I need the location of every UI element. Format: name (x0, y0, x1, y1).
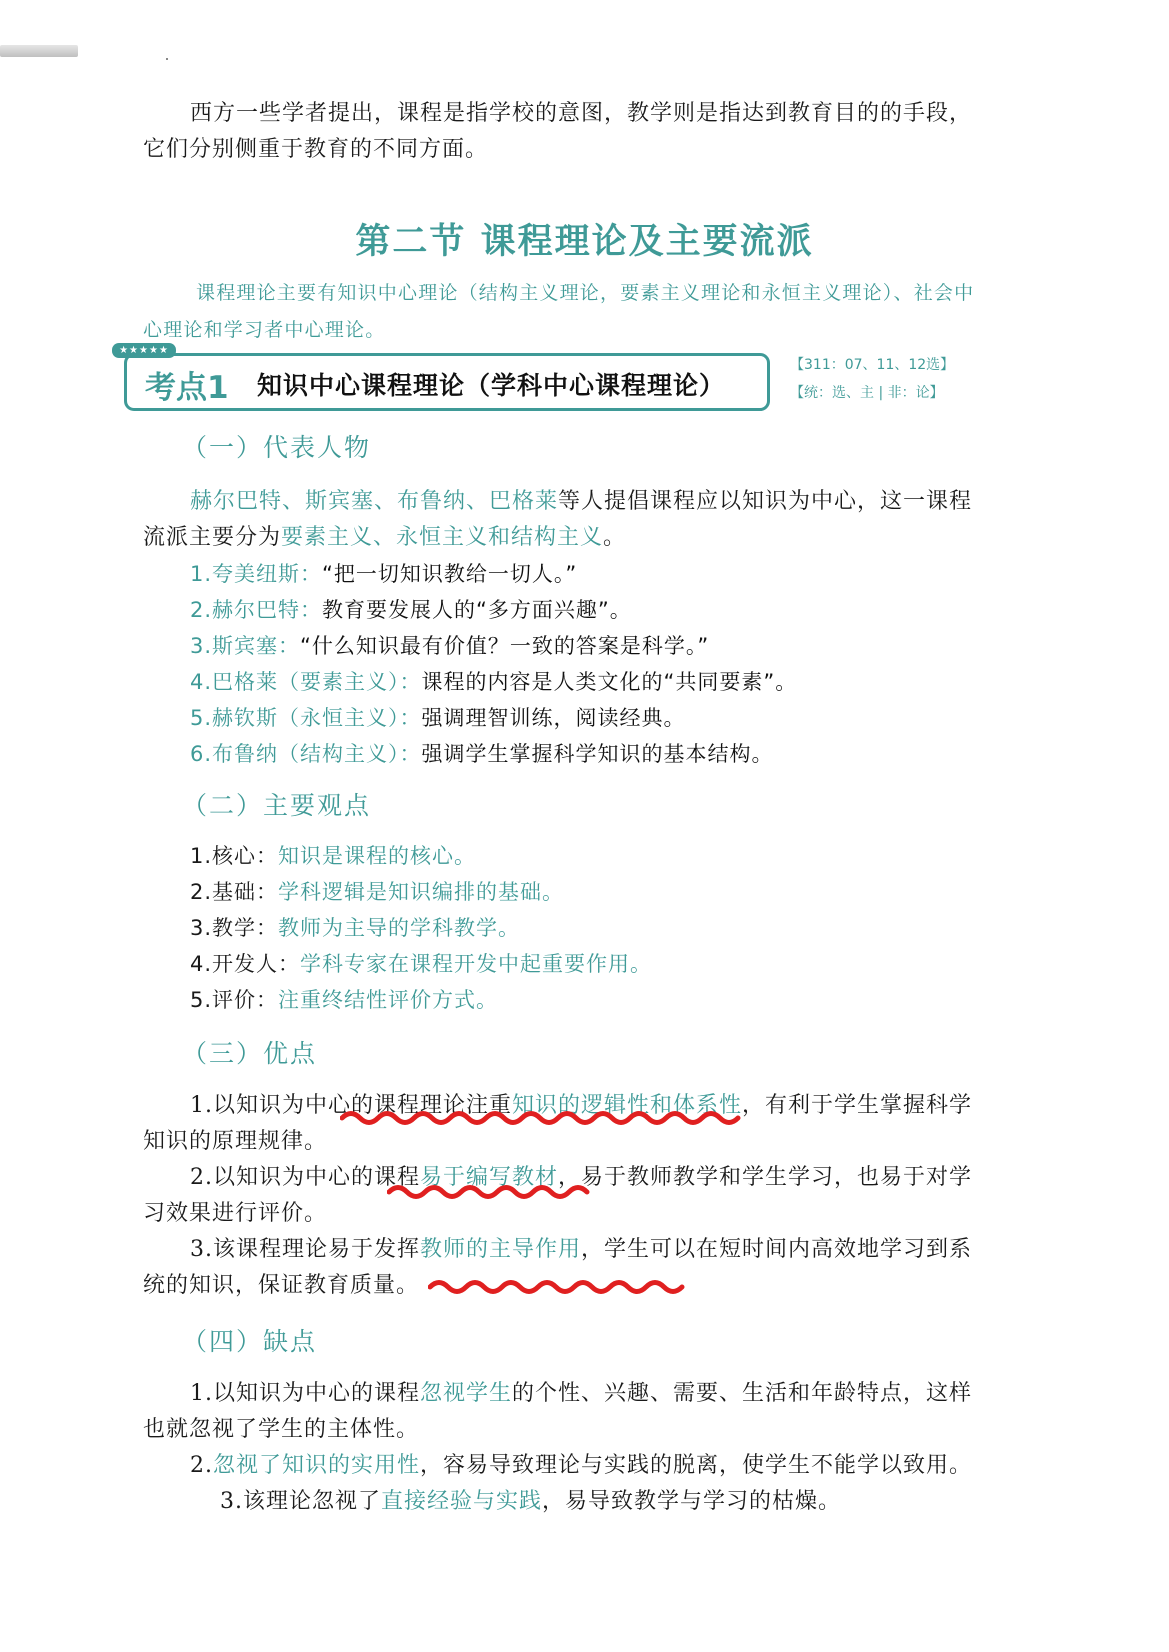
part1-item (190, 594, 632, 624)
part3-p1-end: ，有利于学生掌握科学 (742, 1093, 973, 1118)
part1-item-label: 5.赫钦斯（永恒主义）： (190, 706, 422, 730)
part3-p2-line-2: 习效果进行评价。 (143, 1201, 328, 1226)
part4-p3-end: ，易导致教学与学习的枯燥。 (542, 1489, 842, 1514)
part2-item-label: 4.开发人： (190, 952, 301, 976)
part4-heading: （四）缺点 (182, 1327, 318, 1356)
intro-line-2: 它们分别侧重于教育的不同方面。 (143, 137, 489, 162)
part3-p2-end: ，易于教师教学和学生学习，也易于对学 (558, 1165, 973, 1190)
part2-item-label: 5.评价： (190, 988, 279, 1012)
exam-point-label: 考点1 (145, 370, 229, 406)
part2-item-label: 1.核心： (190, 844, 279, 868)
part2-item (190, 840, 476, 870)
part3-p2-line-1 (190, 1160, 972, 1191)
part1-item-text: 教育要发展人的“多方面兴趣”。 (322, 598, 632, 622)
part1-item-label: 3.斯宾塞： (190, 634, 301, 658)
part3-p3-line-1 (190, 1232, 972, 1263)
part2-item-text: 注重终结性评价方式。 (278, 988, 499, 1012)
part4-p2-line (190, 1448, 972, 1479)
part1-item-text: 课程的内容是人类文化的“共同要素”。 (421, 670, 798, 694)
part4-p2-end: ，容易导致理论与实践的脱离，使学生不能学以致用。 (420, 1453, 973, 1478)
part3-p3-end: ，学生可以在短时间内高效地学习到系 (581, 1237, 973, 1262)
part1-item (190, 702, 686, 732)
part1-item-text: 强调学生掌握科学知识的基本结构。 (421, 742, 774, 766)
part2-item-label: 2.基础： (190, 880, 279, 904)
part1-representatives: 赫尔巴特、斯宾塞、布鲁纳、巴格莱 (190, 489, 559, 514)
part1-item-text: “把一切知识教给一切人。” (322, 562, 578, 586)
part1-para-line-2 (143, 520, 626, 551)
scan-dot (166, 58, 168, 60)
exam-point-title: 知识中心课程理论（学科中心课程理论） (257, 371, 726, 400)
part4-p3-line (220, 1484, 841, 1515)
part3-p3-line-2: 统的知识，保证教育质量。 (143, 1273, 420, 1298)
part3-p1-line-2: 知识的原理规律。 (143, 1129, 328, 1154)
part3-p1-line-1 (190, 1088, 972, 1119)
part1-item (190, 630, 709, 660)
part4-p1-line-2: 也就忽视了学生的主体性。 (143, 1417, 420, 1442)
part4-p2-start: 2. (190, 1453, 213, 1478)
part1-item (190, 738, 774, 768)
part2-item-text: 学科专家在课程开发中起重要作用。 (300, 952, 653, 976)
exam-meta-line-1: 【311：07、11、12选】 (790, 357, 955, 373)
wavy-underline-3 (428, 1277, 698, 1297)
section-title: 第二节 课程理论及主要流派 (355, 222, 814, 262)
part4-p1-line-1 (190, 1376, 972, 1407)
part4-p1-start: 1.以知识为中心的课程 (190, 1381, 420, 1406)
part4-p1-highlight: 忽视学生 (420, 1381, 513, 1406)
part2-item-label: 3.教学： (190, 916, 279, 940)
part3-p2-highlight: 易于编写教材 (420, 1165, 559, 1190)
section-summary-line-1: 课程理论主要有知识中心理论（结构主义理论，要素主义理论和永恒主义理论）、社会中 (196, 282, 975, 304)
part2-item (190, 876, 564, 906)
part1-item (190, 558, 577, 588)
part2-heading: （二）主要观点 (182, 791, 372, 820)
part1-para-line-2-end: 。 (603, 525, 627, 550)
part1-para-line-1 (190, 484, 972, 515)
part2-item (190, 984, 498, 1014)
part2-item-text: 学科逻辑是知识编排的基础。 (278, 880, 565, 904)
part1-para-line-1-rest: 等人提倡课程应以知识为中心，这一课程 (558, 489, 973, 514)
part1-heading: （一）代表人物 (182, 433, 372, 462)
exam-meta-line-2: 【统：选、主 | 非：论】 (790, 385, 944, 401)
part1-item-text: 强调理智训练，阅读经典。 (421, 706, 686, 730)
part4-p3-highlight: 直接经验与实践 (381, 1489, 543, 1514)
part3-p1-highlight: 知识的逻辑性和体系性 (512, 1093, 743, 1118)
part3-heading: （三）优点 (182, 1039, 318, 1068)
part3-p3-highlight: 教师的主导作用 (420, 1237, 582, 1262)
part2-item-text: 知识是课程的核心。 (278, 844, 477, 868)
part2-item (190, 912, 520, 942)
part1-item-text: “什么知识最有价值？一致的答案是科学。” (300, 634, 710, 658)
part1-item-label: 1.夸美纽斯： (190, 562, 323, 586)
part3-p2-start: 2.以知识为中心的课程 (190, 1165, 420, 1190)
part1-para-line-2-start: 流派主要分为 (143, 525, 282, 550)
section-summary-line-2: 心理论和学习者中心理论。 (143, 319, 386, 341)
part2-item (190, 948, 652, 978)
part1-item-label: 6.布鲁纳（结构主义）： (190, 742, 422, 766)
part3-p3-start: 3.该课程理论易于发挥 (190, 1237, 420, 1262)
scan-edge-mark (0, 45, 78, 57)
part1-item (190, 666, 797, 696)
part3-p1-start: 1.以知识为中心的课程理论注重 (190, 1093, 512, 1118)
part4-p3-start: 3.该理论忽视了 (220, 1489, 381, 1514)
part1-item-label: 2.赫尔巴特： (190, 598, 323, 622)
intro-line-1: 西方一些学者提出，课程是指学校的意图，教学则是指达到教育目的的手段， (190, 101, 973, 126)
part4-p2-highlight: 忽视了知识的实用性 (213, 1453, 421, 1478)
exam-point-stars: ★★★★★ (112, 343, 176, 358)
part1-schools: 要素主义、永恒主义和结构主义 (281, 525, 604, 550)
part1-item-label: 4.巴格莱（要素主义）： (190, 670, 422, 694)
exam-point-box (124, 353, 770, 411)
part2-item-text: 教师为主导的学科教学。 (278, 916, 521, 940)
part4-p1-end: 的个性、兴趣、需要、生活和年龄特点，这样 (512, 1381, 973, 1406)
